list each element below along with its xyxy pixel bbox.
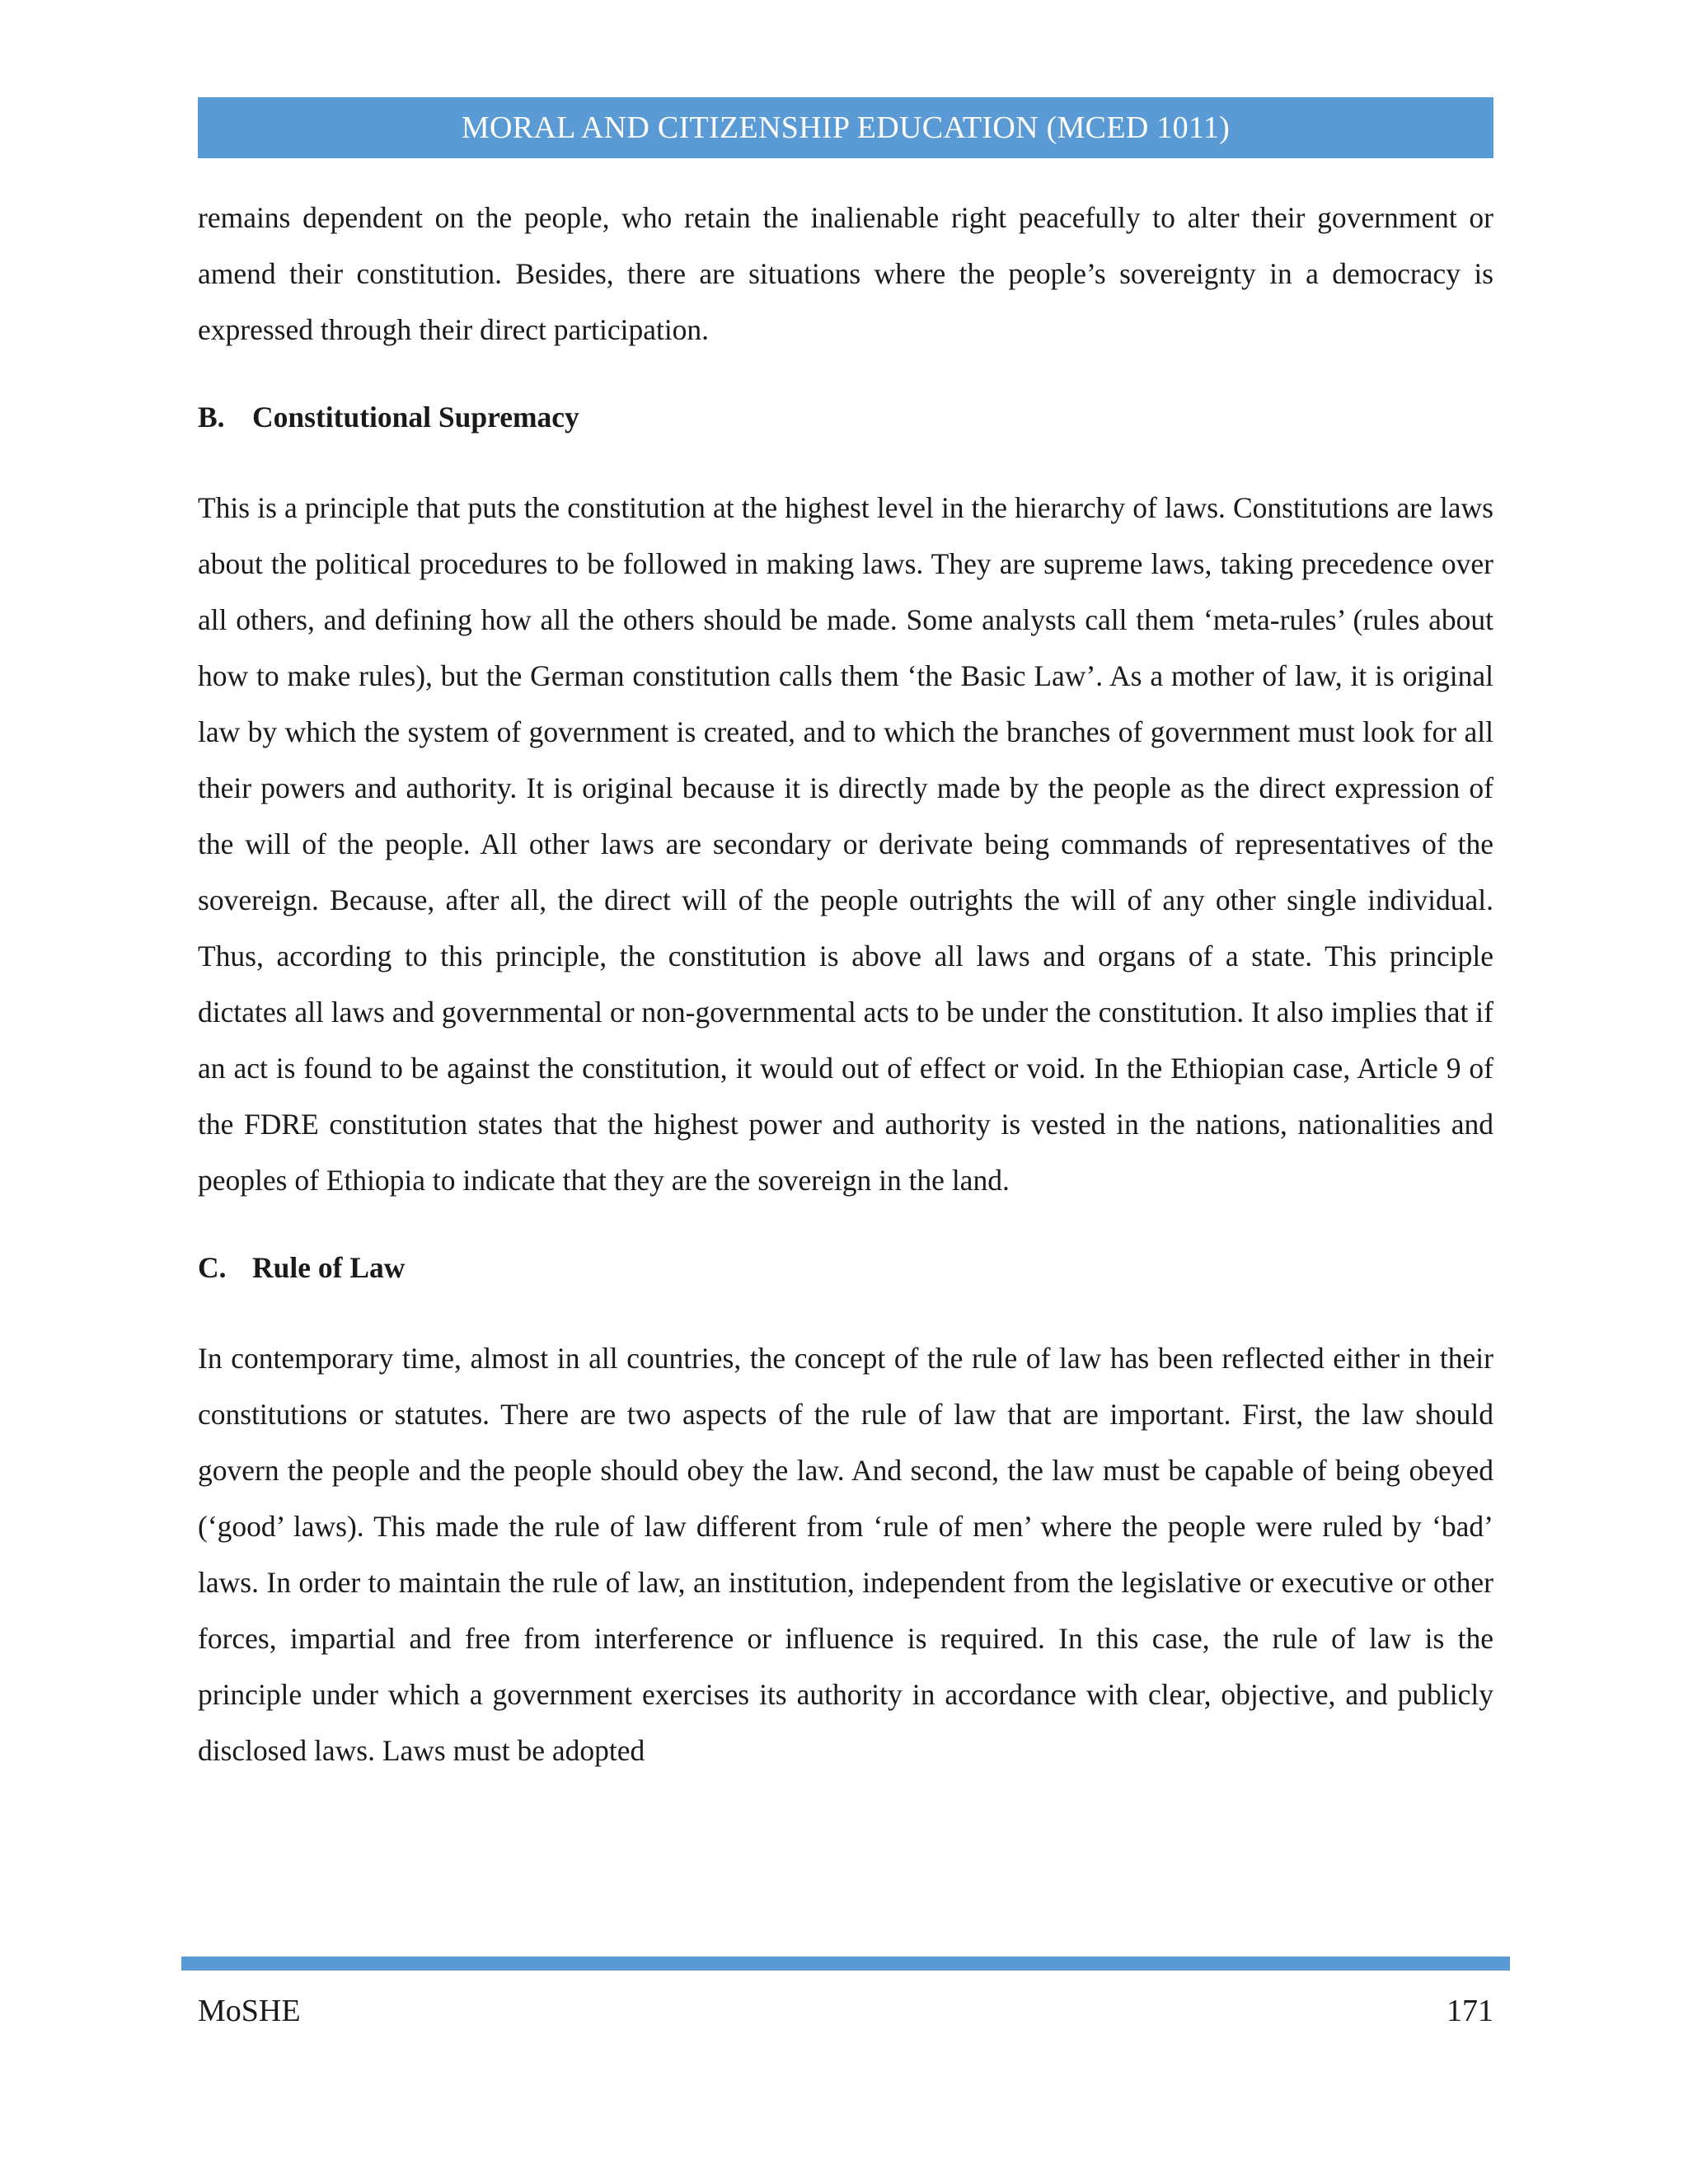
- footer-page-number: 171: [1447, 1994, 1493, 2028]
- section-b-heading: [198, 389, 1493, 445]
- page-body: [198, 190, 1493, 1779]
- footer-publisher: MoSHE: [198, 1994, 301, 2028]
- intro-paragraph: remains dependent on the people, who retain the inalienable right peacefully to alter their government or amend their constitution. Besides, there are situations where the people’s sovereignty in a democracy is expressed through their direct participation.: [198, 201, 1493, 346]
- section-c-heading: [198, 1240, 1493, 1296]
- section-b-title: Constitutional Supremacy: [252, 401, 579, 434]
- section-c-letter: C.: [198, 1251, 227, 1284]
- section-b-paragraph: This is a principle that puts the constitution at the highest level in the hierarchy of laws. Constitutions are laws about the political procedures to be followed in making laws. They are supreme laws, taking precedence over all others, and defining how all the others should be made. Some analysts call them ‘meta-rules’ (rules about how to make rules), but the German constitution calls them ‘the Basic Law’. As a mother of law, it is original law by which the system of government is created, and to which the branches of government must look for all their powers and authority. It is original because it is directly made by the people as the direct expression of the will of the people. All other laws are secondary or derivate being commands of representatives of the sovereign. Because, after all, the direct will of the people outrights the will of any other single individual. Thus, according to this principle, the constitution is above all laws and organs of a state. This principle dictates all laws and governmental or non-governmental acts to be under the constitution. It also implies that if an act is found to be against the constitution, it would out of effect or void. In the Ethiopian case, Article 9 of the FDRE constitution states that the highest power and authority is vested in the nations, nationalities and peoples of Ethiopia to indicate that they are the sovereign in the land.: [198, 491, 1493, 1197]
- running-header-bar: [198, 97, 1493, 158]
- footer-divider: [181, 1957, 1510, 1971]
- running-header-title: MORAL AND CITIZENSHIP EDUCATION (MCED 1011): [461, 110, 1231, 145]
- section-c-paragraph: In contemporary time, almost in all countries, the concept of the rule of law has been reflected either in their constitutions or statutes. There are two aspects of the rule of law that are important. First, the law should govern the people and the people should obey the law. And second, the law must be capable of being obeyed (‘good’ laws). This made the rule of law different from ‘rule of men’ where the people were ruled by ‘bad’ laws. In order to maintain the rule of law, an institution, independent from the legislative or executive or other forces, impartial and free from interference or influence is required. In this case, the rule of law is the principle under which a government exercises its authority in accordance with clear, objective, and publicly disclosed laws. Laws must be adopted: [198, 1342, 1493, 1767]
- section-c-title: Rule of Law: [252, 1251, 406, 1284]
- section-b-letter: B.: [198, 401, 225, 434]
